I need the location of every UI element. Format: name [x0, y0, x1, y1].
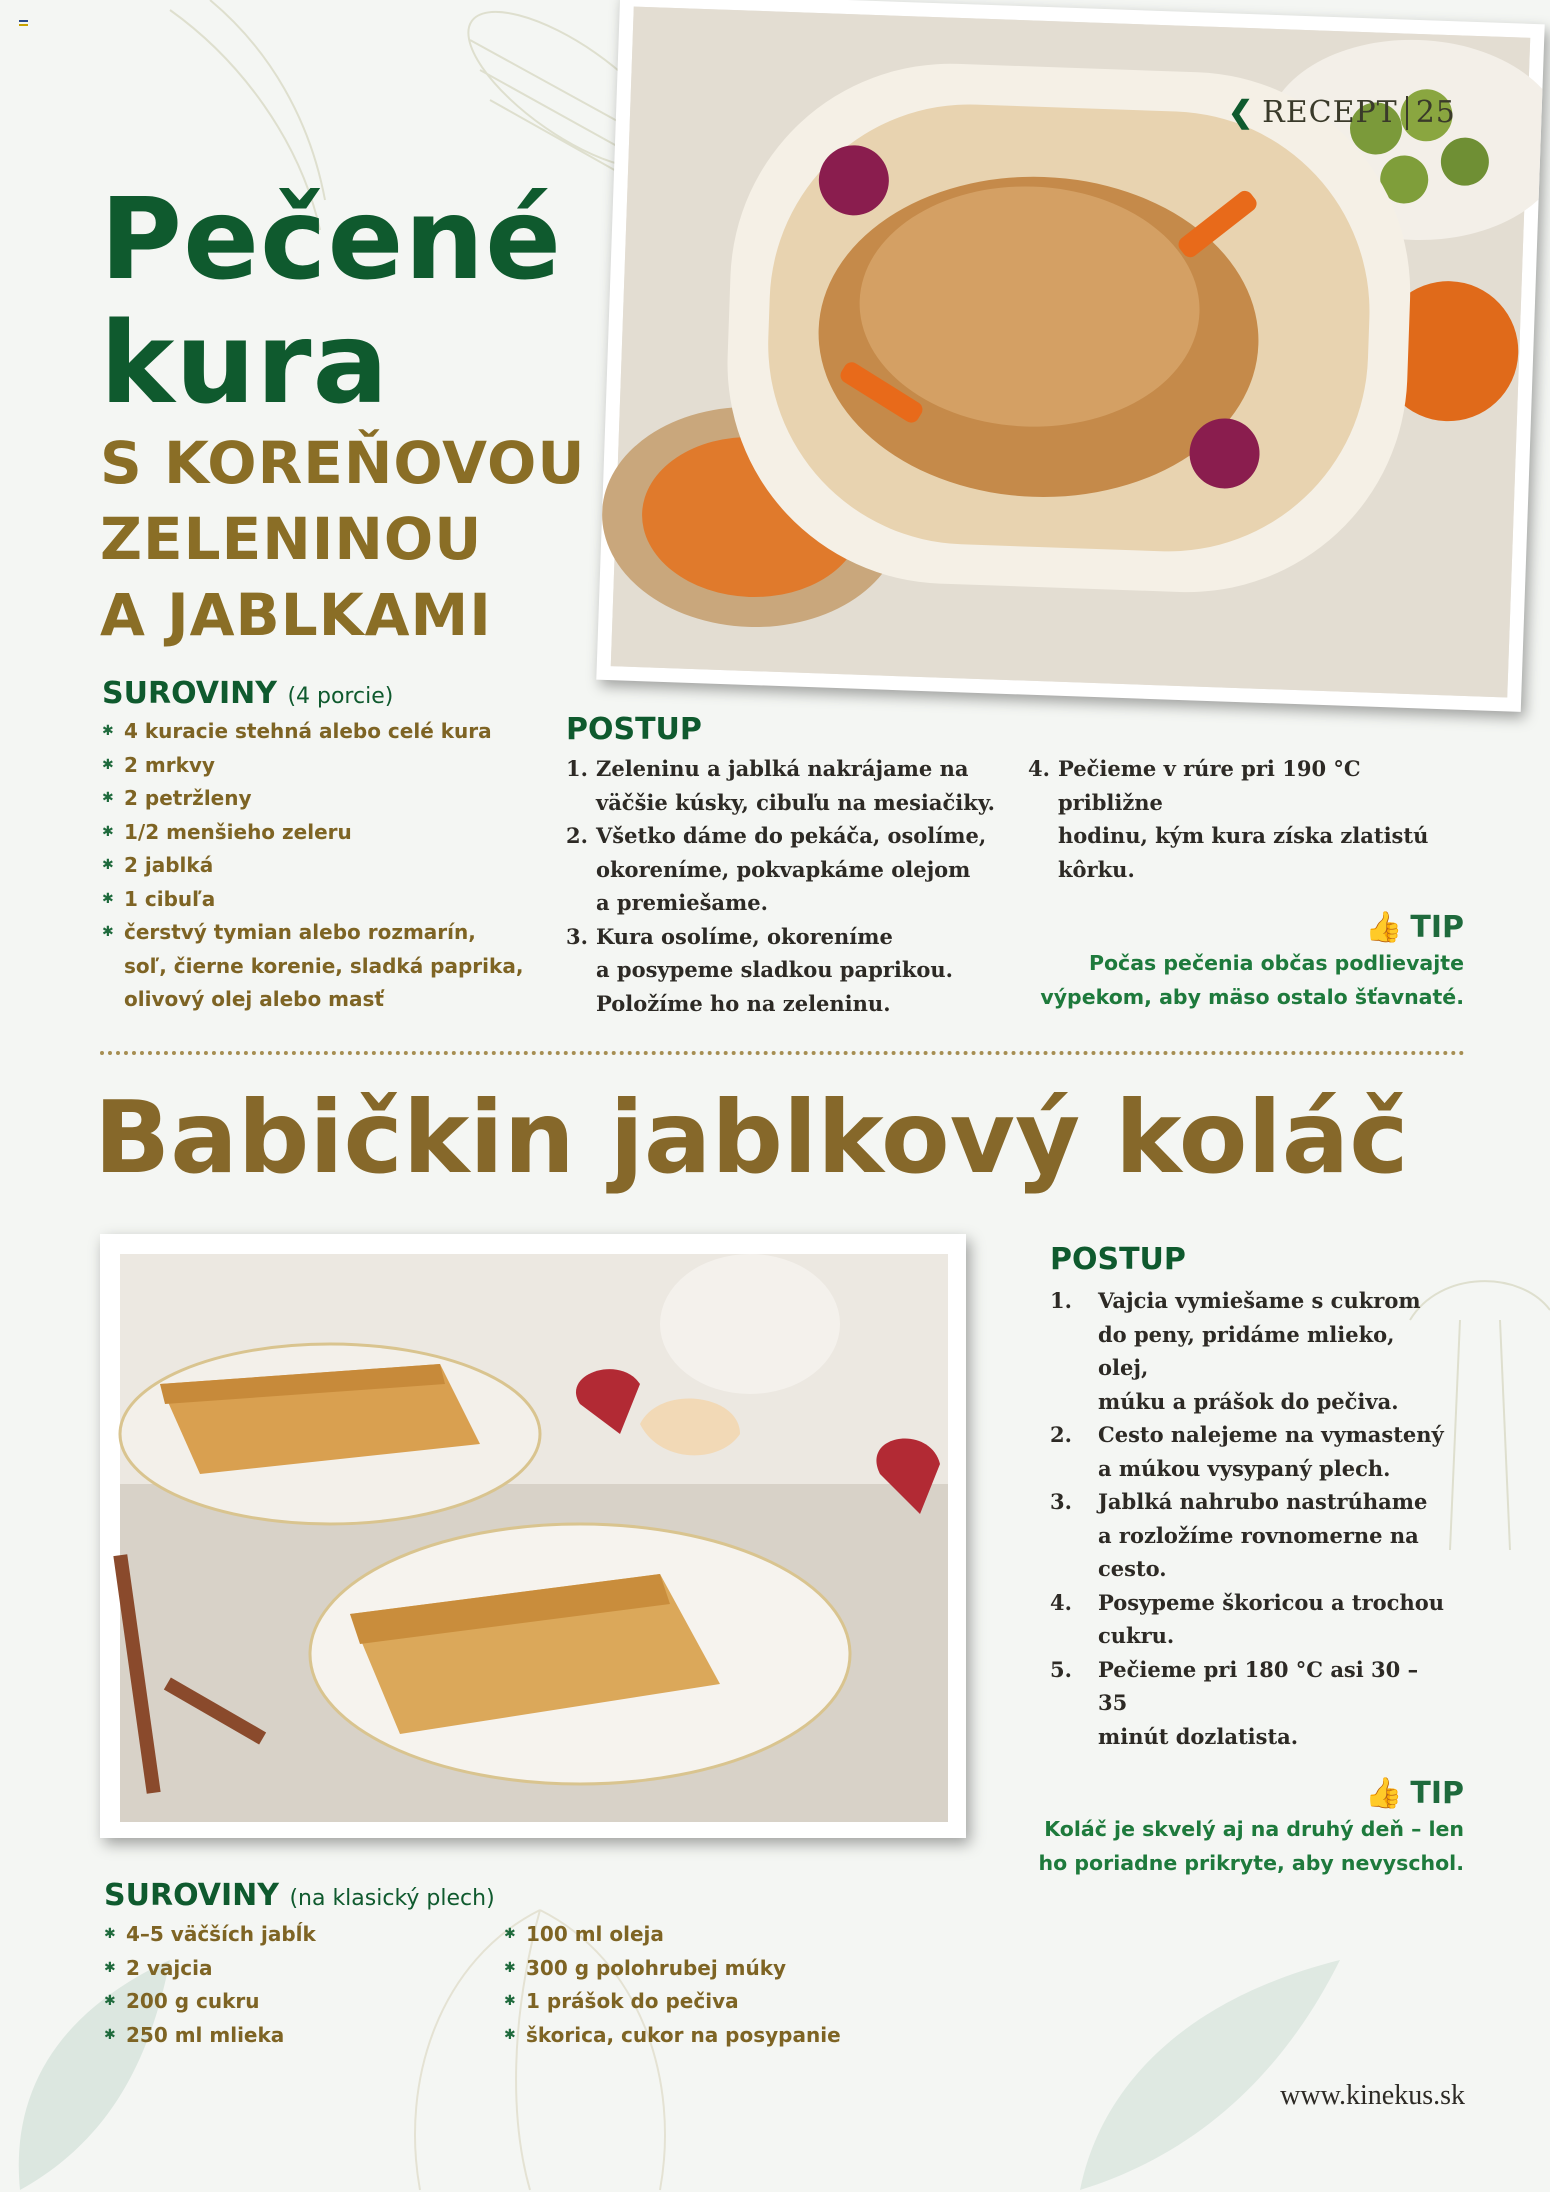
ingredients-list — [102, 715, 542, 1017]
section-divider — [100, 1051, 1465, 1055]
tip-text: Počas pečenia občas podlievajte výpekom, aby mäso ostalo šťavnaté. — [1040, 951, 1464, 1009]
recipe2-ingredients-heading — [104, 1878, 495, 1913]
list-item: ✱ 4–5 väčších jabĺk — [104, 1918, 464, 1952]
step-number: 3. — [1050, 1489, 1072, 1514]
step-text: Zeleninu a jablká nakrájame na väčšie kúsky, cibuľu na mesiačiky. — [596, 756, 995, 815]
ingredients-label: SUROVINY — [102, 676, 277, 711]
ingredients-label: SUROVINY — [104, 1878, 279, 1913]
step-text: Kura osolíme, okoreníme a posypeme sladkou paprikou. Položíme ho na zeleninu. — [596, 923, 953, 1016]
step-text: Všetko dáme do pekáča, osolíme, okoreníme, pokvapkáme olejom a premiešame. — [596, 823, 987, 915]
apple-cake-photo — [100, 1234, 966, 1838]
step-number: 4. — [1028, 756, 1050, 781]
recipe2-title: Babičkin jablkový koláč — [94, 1079, 1409, 1196]
recipe1-subtitle-line1: S KOREŇOVOU — [100, 429, 586, 497]
step-text: Cesto nalejeme na vymastený a múkou vysypaný plech. — [1098, 1422, 1444, 1481]
chevron-left-icon[interactable]: ❮ — [1228, 95, 1255, 130]
step-item — [566, 752, 1006, 819]
recipe1-title-line2: kura — [100, 299, 390, 429]
list-item: ✱ 4 kuracie stehná alebo celé kura — [102, 715, 542, 749]
recipe2-steps-heading: POSTUP — [1050, 1242, 1186, 1277]
list-item: ✱ 2 vajcia — [104, 1952, 464, 1986]
page-nav[interactable] — [1228, 95, 1456, 130]
list-item: ✱ 1 cibuľa — [102, 883, 542, 917]
step-text: Vajcia vymiešame s cukrom do peny, pridáme mlieko, olej, múku a prášok do pečiva. — [1098, 1288, 1421, 1414]
step-item — [566, 920, 1006, 1021]
page-number: 25 — [1415, 95, 1456, 130]
tip-label: TIP — [1410, 1776, 1464, 1811]
list-item: ✱ 2 mrkvy — [102, 749, 542, 783]
tip-heading — [984, 1776, 1464, 1811]
recipe2-ingredients-col2 — [504, 1918, 924, 2052]
list-item: ✱ čerstvý tymian alebo rozmarín, soľ, čierne korenie, sladká paprika, olivový olej alebo masť — [102, 916, 542, 1017]
nav-separator — [1406, 96, 1408, 130]
recipe1-steps-col1 — [566, 752, 1006, 1020]
step-item — [1050, 1418, 1450, 1485]
ingredients-note: (4 porcie) — [287, 684, 394, 709]
recipe1-title-line1: Pečené — [100, 175, 563, 305]
step-number: 5. — [1050, 1656, 1072, 1682]
recipe1-subtitle-line2: ZELENINOU — [100, 505, 483, 573]
list-item: ✱ 250 ml mlieka — [104, 2019, 464, 2053]
step-item — [1050, 1653, 1450, 1754]
recipe1-subtitle-line3: A JABLKAMI — [100, 581, 492, 649]
recipe1-title — [100, 175, 563, 429]
step-number: 1. — [566, 756, 588, 781]
step-text: Posypeme škoricou a trochou cukru. — [1098, 1589, 1445, 1648]
list-item: ✱ 2 jablká — [102, 849, 542, 883]
step-number: 1. — [1050, 1288, 1072, 1313]
ingredients-note: (na klasický plech) — [289, 1886, 495, 1911]
list-item: ✱ 2 petržleny — [102, 782, 542, 816]
recept-label: RECEPT — [1262, 95, 1398, 130]
tip-heading — [1024, 910, 1464, 945]
recipe1-tip — [1024, 910, 1464, 1014]
thumbs-up-icon: 👍 — [1365, 910, 1403, 945]
recipe1-ingredients — [102, 676, 542, 1017]
recipe1-subtitle — [100, 425, 585, 653]
step-number: 2. — [566, 823, 588, 848]
recipe1-steps-col2 — [1028, 752, 1468, 886]
recipe1-steps-heading: POSTUP — [566, 712, 702, 747]
step-number: 4. — [1050, 1589, 1072, 1615]
step-item — [1028, 752, 1468, 886]
menu-icon[interactable] — [19, 20, 28, 28]
step-number: 3. — [566, 923, 588, 949]
step-item — [1050, 1485, 1450, 1586]
recipe2-tip — [984, 1776, 1464, 1880]
recipe2-ingredients-col1 — [104, 1918, 464, 2052]
footer-url[interactable]: www.kinekus.sk — [1280, 2080, 1465, 2111]
list-item: ✱ škorica, cukor na posypanie — [504, 2019, 924, 2053]
list-item: ✱ 300 g polohrubej múky — [504, 1952, 924, 1986]
ingredients-heading — [102, 676, 542, 711]
thumbs-up-icon: 👍 — [1365, 1776, 1403, 1811]
step-item — [1050, 1284, 1450, 1418]
recipe2-steps — [1050, 1284, 1450, 1753]
step-item — [566, 819, 1006, 920]
step-text: Jablká nahrubo nastrúhame a rozložíme rovnomerne na cesto. — [1098, 1489, 1428, 1581]
step-text: Pečieme pri 180 °C asi 30 – 35 minút dozlatista. — [1098, 1656, 1419, 1749]
leaf-illustration-right — [1040, 1940, 1370, 2192]
list-item: ✱ 1 prášok do pečiva — [504, 1985, 924, 2019]
list-item: ✱ 1/2 menšieho zeleru — [102, 816, 542, 850]
tip-label: TIP — [1410, 910, 1464, 945]
step-item — [1050, 1586, 1450, 1653]
tip-text: Koláč je skvelý aj na druhý deň – len ho poriadne prikryte, aby nevyschol. — [1038, 1817, 1464, 1875]
step-text: Pečieme v rúre pri 190 °C približne hodinu, kým kura získa zlatistú kôrku. — [1058, 756, 1429, 882]
list-item: ✱ 200 g cukru — [104, 1985, 464, 2019]
step-number: 2. — [1050, 1422, 1072, 1447]
list-item: ✱ 100 ml oleja — [504, 1918, 924, 1952]
